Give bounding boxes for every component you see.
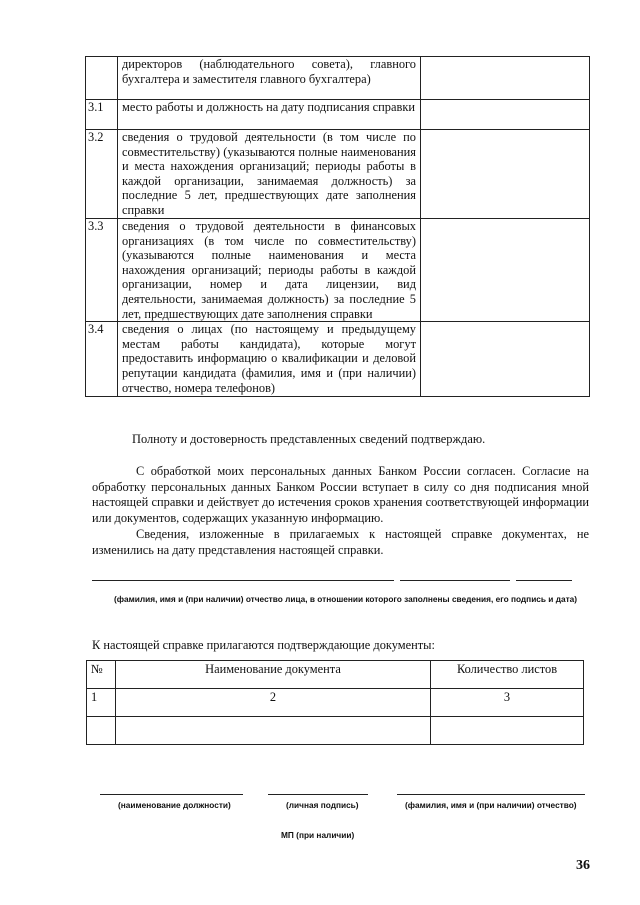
- table-cell: [87, 717, 116, 745]
- row-description: сведения о лицах (по настоящему и предыдущему местам работы кандидата), которые могут предоставить информацию о квалификации и деловой репутации кандидата (фамилия, имя и (при наличии) отчество, номера телефонов): [118, 322, 421, 397]
- column-header: Количество листов: [431, 661, 584, 689]
- table-cell: 3: [431, 689, 584, 717]
- row-number: 3.1: [86, 100, 118, 130]
- table-cell: 1: [87, 689, 116, 717]
- signature-line-signature: [400, 580, 510, 581]
- attachments-table: [86, 660, 584, 745]
- column-header: Наименование документа: [116, 661, 431, 689]
- position-line: [100, 794, 243, 795]
- column-header: №: [87, 661, 116, 689]
- signature-line-name: [92, 580, 394, 581]
- info-table-continued: [85, 56, 590, 397]
- row-number: [86, 57, 118, 100]
- table-row: [86, 322, 590, 397]
- position-caption: (наименование должности): [118, 800, 231, 810]
- personal-signature-line: [268, 794, 368, 795]
- confirmation-statement: Полноту и достоверность представленных сведений подтверждаю.: [132, 432, 486, 446]
- row-number: 3.4: [86, 322, 118, 397]
- row-value-cell: [421, 130, 590, 219]
- table-row: [86, 100, 590, 130]
- attachments-intro: К настоящей справке прилагаются подтверждающие документы:: [92, 638, 435, 652]
- table-row: [86, 219, 590, 322]
- row-number: 3.2: [86, 130, 118, 219]
- table-row: [86, 130, 590, 219]
- signature-caption: (фамилия, имя и (при наличии) отчество лица, в отношении которого заполнены сведения, его подпись и дата): [114, 594, 578, 604]
- table-cell: [116, 717, 431, 745]
- row-number: 3.3: [86, 219, 118, 322]
- table-cell: [431, 717, 584, 745]
- documents-unchanged-statement: Сведения, изложенные в прилагаемых к настоящей справке документах, не изменились на дату представления настоящей справки.: [92, 527, 589, 557]
- table-row: [87, 689, 584, 717]
- row-description: директоров (наблюдательного совета), главного бухгалтера и заместителя главного бухгалтера): [118, 57, 421, 100]
- row-description: сведения о трудовой деятельности в финансовых организациях (в том числе по совместительству) (указываются полные наименования и места нахождения организаций; периоды работы в каждой организации, номер и дата лицензии, вид деятельности, занимаемая должность) за последние 5 лет, предшествующих дате заполнения справки: [118, 219, 421, 322]
- table-row: [87, 717, 584, 745]
- full-name-caption: (фамилия, имя и (при наличии) отчество): [405, 800, 577, 810]
- full-name-line: [397, 794, 585, 795]
- table-cell: 2: [116, 689, 431, 717]
- stamp-label: МП (при наличии): [281, 830, 355, 840]
- row-description: сведения о трудовой деятельности (в том числе по совместительству) (указываются полные наименования и места нахождения организаций; периоды работы в каждой организации, занимаемая должность) за последние 5 лет, предшествующих дате заполнения справки: [118, 130, 421, 219]
- table-header-row: [87, 661, 584, 689]
- row-value-cell: [421, 100, 590, 130]
- page-number: 36: [576, 858, 590, 873]
- row-description: место работы и должность на дату подписания справки: [118, 100, 421, 130]
- personal-signature-caption: (личная подпись): [286, 800, 359, 810]
- row-value-cell: [421, 57, 590, 100]
- row-value-cell: [421, 322, 590, 397]
- consent-statement: С обработкой моих персональных данных Банком России согласен. Согласие на обработку персональных данных Банком России вступает в силу со дня подписания мной настоящей справки и действует до истечения сроков хранения соответствующей информации или документов, содержащих указанную информацию.: [92, 464, 589, 525]
- signature-line-date: [516, 580, 572, 581]
- table-row: [86, 57, 590, 100]
- row-value-cell: [421, 219, 590, 322]
